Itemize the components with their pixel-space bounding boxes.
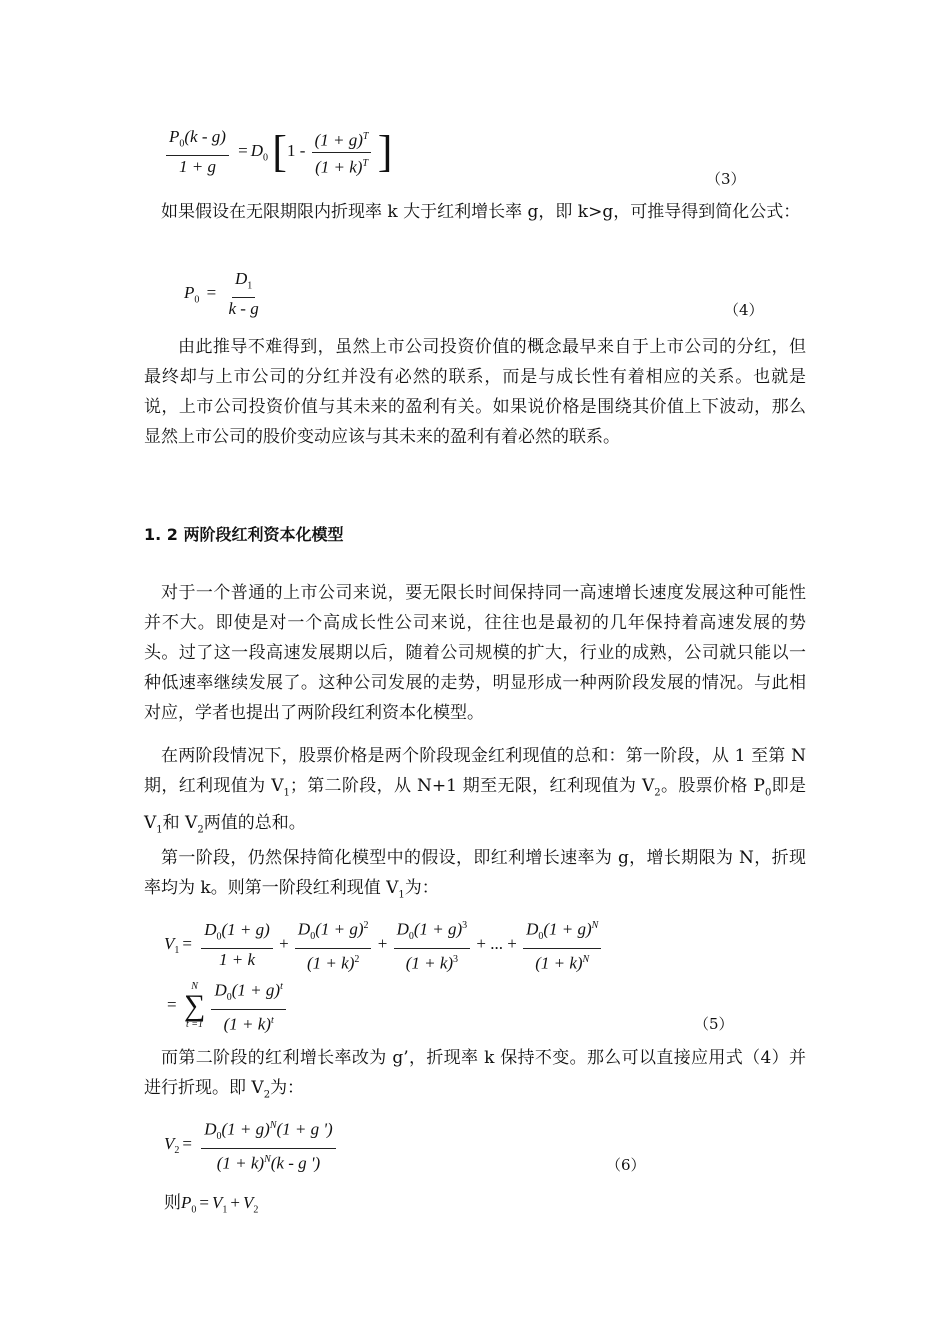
paragraph-3: 对于一个普通的上市公司来说，要无限长时间保持同一高速增长速度发展这种可能性并不大。即使是对一个高成长性公司来说，往往也是最初的几年保持着高速发展的势头。过了这一段高速发展期以后，随着公司规模的扩大，行业的成熟，公司就只能以一种低速率继续发展了。这种公司发展的走势，明显形成一种两阶段发展的情况。与此相对应，学者也提出了两阶段红利资本化模型。	[144, 583, 806, 723]
paragraph-1: 如果假设在无限期限内折现率 k 大于红利增长率 g，即 k>g，可推导得到简化公式：	[161, 202, 801, 222]
equation-5-line-1: $V_1$ = $\frac{D_0(1 + g)}{1 + k}$ + $\frac{D_0(1 + g)^2}{(1 + k)^2}$ + $\frac{D_0(1 + g)^3}{(1 + k)^3}$ + ... + $\frac{D_0(1 + g)^N}{(1 + k)^N}$	[164, 915, 603, 975]
equation-3: $\frac{P_0(k - g)}{1 + g}$ = $D_0$ [1 - $\frac{(1 + g)^T}{(1 + k)^T}$ ]	[164, 126, 392, 178]
equation-4: $P_0$ = $\frac{D_1}{k - g}$	[184, 268, 264, 320]
equation-number-4: （4）	[724, 301, 764, 319]
paragraph-5: 第一阶段，仍然保持简化模型中的假设，即红利增长速率为 g，增长期限为 N，折现率均为 k。则第一阶段红利现值 $V_1$为：	[144, 848, 806, 901]
section-heading: 1. 2 两阶段红利资本化模型	[144, 525, 344, 544]
equation-6: $V_2$ = $\frac{D_0(1 + g)^N(1 + g ')}{(1 + k)^N(k - g ')}$	[164, 1115, 338, 1175]
equation-7: 则$P_0 = V_1 + V_2$	[164, 1193, 259, 1216]
paragraph-6: 而第二阶段的红利增长率改为 g’，折现率 k 保持不变。那么可以直接应用式（4）并进行折现。即 $V_2$为：	[144, 1048, 806, 1101]
eq4-fraction: $\frac{D_1}{k - g}$	[228, 269, 259, 319]
eq3-lhs-fraction: $\frac{P_0(k - g)}{1 + g}$	[166, 126, 229, 178]
summation-symbol: N ∑ t =1	[183, 980, 206, 1030]
equation-number-5: （5）	[694, 1015, 734, 1033]
paragraph-4: 在两阶段情况下，股票价格是两个阶段现金红利现值的总和：第一阶段，从 1 至第 N 期，红利现值为 $V_1$；第二阶段，从 N+1 期至无限，红利现值为 $V_2$。股票价格 $P_0$即是 $V_1$和 $V_2$两值的总和。	[144, 746, 807, 836]
eq3-rhs-fraction: $\frac{(1 + g)^T}{(1 + k)^T}$	[312, 126, 372, 178]
paragraph-2: 由此推导不难得到，虽然上市公司投资价值的概念最早来自于上市公司的分红，但最终却与上市公司的分红并没有必然的联系，而是与成长性有着相应的关系。也就是说，上市公司投资价值与其未来的盈利有关。如果说价格是围绕其价值上下波动，那么显然上市公司的股价变动应该与其未来的盈利有着必然的联系。	[144, 337, 806, 447]
equation-number-3: （3）	[706, 170, 746, 188]
equation-number-6: （6）	[606, 1156, 646, 1174]
equation-5-line-2: = N ∑ t =1 $\frac{D_0(1 + g)^t}{(1 + k)^t}$	[164, 976, 288, 1036]
